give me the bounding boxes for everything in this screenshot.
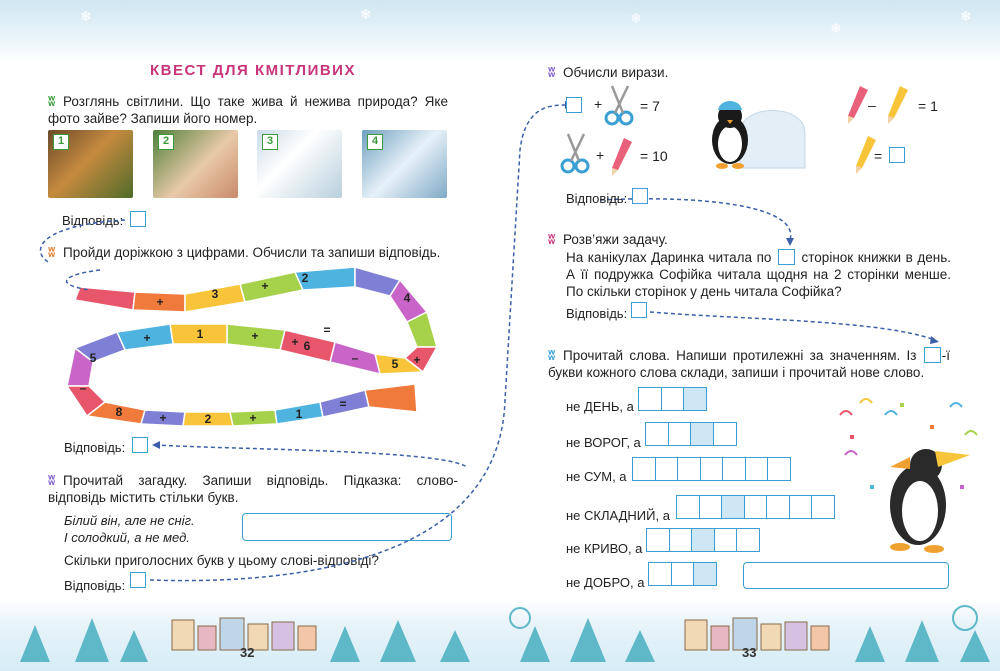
path-cell: 2 — [204, 412, 212, 426]
right-task1-text: ʬ Обчисли вирази. — [548, 65, 669, 80]
word-label: не ДЕНЬ, а — [566, 399, 634, 414]
word-label: не ДОБРО, а — [566, 575, 645, 590]
snowflake-icon: ❄ — [960, 8, 972, 24]
answer-label: Відповідь: — [64, 440, 126, 455]
page-number-right: 33 — [742, 645, 757, 660]
igloo-icon — [740, 111, 805, 169]
eq1-box[interactable] — [566, 97, 582, 113]
right-task2-text: На канікулах Даринка читала по сторінок книжки в день. А її подружка Софійка читала щодня на 2 сторінки менше. По скільки сторінок у день читала Софійка? — [566, 250, 951, 299]
letter-position-box[interactable] — [924, 347, 941, 363]
eq3-result: = 1 — [918, 98, 938, 114]
plus-sign: + — [594, 96, 603, 112]
answer-box-right-task2[interactable] — [631, 302, 647, 318]
page-number-left: 32 — [240, 645, 255, 660]
eq2-result: = 10 — [640, 148, 668, 164]
plus-sign: + — [596, 147, 605, 163]
word-cells-6[interactable] — [648, 562, 716, 586]
path-cell: + — [159, 411, 167, 425]
pages-count-box[interactable] — [778, 249, 795, 265]
answer-label: Відповідь: — [62, 213, 124, 228]
minus-sign: – — [868, 97, 876, 113]
task2-text: ʬ Пройди доріжкою з цифрами. Обчисли та запиши відповідь. — [48, 245, 441, 260]
path-cell: + — [291, 335, 299, 349]
photo-frosty-tree: 3 — [257, 130, 342, 198]
path-cell: 8 — [115, 405, 123, 419]
right-task2-heading: ʬ Розв’яжи задачу. — [548, 232, 668, 247]
path-cell: + — [143, 331, 151, 345]
path-cell: 1 — [295, 407, 303, 421]
photo-squirrel: 1 — [48, 130, 133, 198]
word-label: не КРИВО, а — [566, 541, 643, 556]
right-task3-text: ʬ Прочитай слова. Напиши протилежні за значенням. Із -ї букви кожного слова склади, запиши і прочитай нове слово. — [548, 348, 950, 380]
word-label: не СУМ, а — [566, 469, 627, 484]
path-cell: – — [79, 381, 87, 395]
word-label: не ВОРОГ, а — [566, 435, 641, 450]
answer-label: Відповідь: — [64, 578, 126, 593]
path-cell: 5 — [391, 357, 399, 371]
path-cell: + — [261, 279, 269, 293]
photo-frost-pattern: 4 — [362, 130, 447, 198]
path-cell: 3 — [211, 287, 219, 301]
path-cell: + — [413, 353, 421, 367]
snowflake-icon: ❄ — [80, 8, 92, 24]
snowflake-icon: ❄ — [830, 20, 842, 36]
path-cell: + — [249, 411, 257, 425]
scissors-icon — [560, 132, 592, 176]
penguin-icon — [890, 449, 970, 553]
equals-sign: = — [874, 148, 883, 164]
answer-box-right-task1[interactable] — [632, 188, 648, 204]
eq3-box[interactable] — [889, 147, 905, 163]
word-cells-3[interactable] — [632, 457, 790, 481]
path-cell: = — [339, 397, 347, 411]
task-bullet-icon: ʬ — [548, 65, 556, 80]
task3-question: Скільки приголосних букв у цьому слові-відповіді? — [64, 553, 379, 568]
task-bullet-icon: ʬ — [548, 348, 556, 363]
party-penguin-illustration — [830, 395, 980, 560]
snowflake-icon: ❄ — [630, 10, 642, 26]
new-word-field[interactable] — [743, 562, 949, 589]
word-cells-1[interactable] — [638, 387, 706, 411]
word-cells-2[interactable] — [645, 422, 735, 446]
word-cells-4[interactable] — [676, 495, 834, 519]
page-title: КВЕСТ ДЛЯ КМІТЛИВИХ — [150, 62, 356, 79]
path-cell: – — [351, 351, 359, 365]
penguin-igloo-illustration — [700, 88, 810, 176]
path-cell: + — [156, 295, 164, 309]
riddle-line-2: І солодкий, а не мед. — [64, 530, 190, 545]
eq1-result: = 7 — [640, 98, 660, 114]
photo-girl: 2 — [153, 130, 238, 198]
task-bullet-icon: ʬ — [48, 473, 56, 488]
task-bullet-icon: ʬ — [48, 94, 56, 109]
path-cell: 1 — [196, 327, 204, 341]
path-cell: = — [323, 323, 331, 337]
answer-label: Відповідь: — [566, 191, 628, 206]
answer-label: Відповідь: — [566, 306, 628, 321]
path-cell: + — [251, 329, 259, 343]
path-cell: 4 — [403, 291, 411, 305]
word-cells-5[interactable] — [646, 528, 759, 552]
path-cell: 5 — [89, 351, 97, 365]
task-bullet-icon: ʬ — [48, 245, 56, 260]
riddle-line-1: Білий він, але не сніг. — [64, 513, 195, 528]
path-cell: 6 — [303, 339, 311, 353]
pencil-icon — [882, 84, 912, 124]
scissors-icon — [604, 84, 636, 128]
task-bullet-icon: ʬ — [548, 232, 556, 247]
task1-text: ʬ Розглянь світлини. Що таке жива й нежива природа? Яке фото зайве? Запиши його номер. — [48, 94, 448, 126]
path-cell: 2 — [301, 271, 309, 285]
snowflake-icon: ❄ — [360, 6, 372, 22]
pencil-icon — [606, 136, 636, 176]
word-label: не СКЛАДНИЙ, а — [566, 508, 670, 523]
task3-text: ʬ Прочитай загадку. Запиши відповідь. Підказка: слово-відповідь містить стільки букв. — [48, 473, 458, 505]
